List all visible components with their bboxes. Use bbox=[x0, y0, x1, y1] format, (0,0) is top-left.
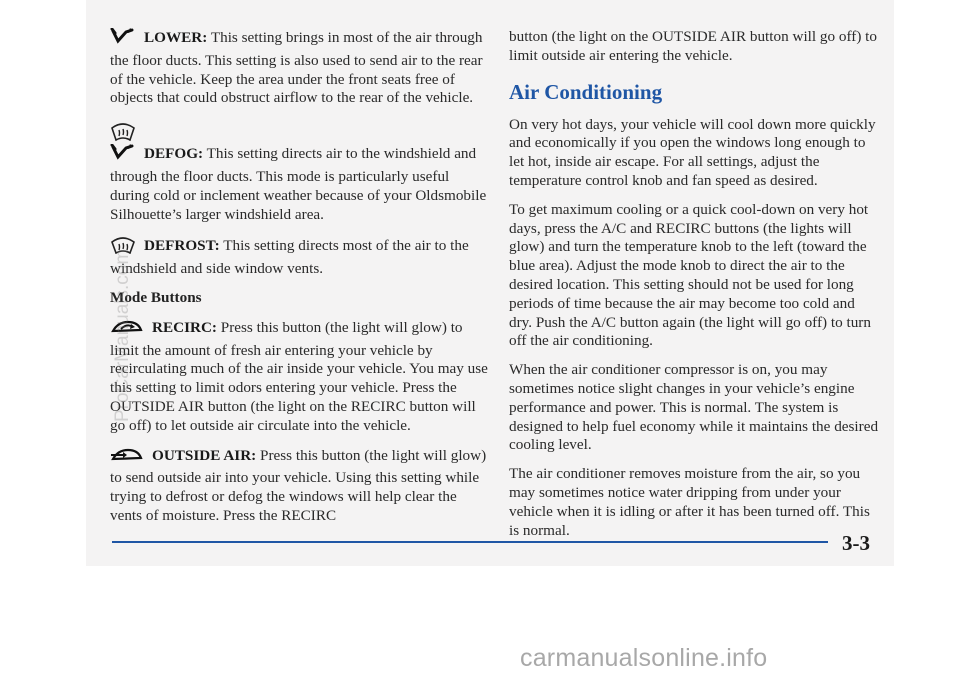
ac-paragraph-3: When the air conditioner compressor is on, you may sometimes notice slight changes in your vehicle’s engine performance and power. This is normal. The system is designed to help fuel economy while it maintains the desired cooling level. bbox=[509, 361, 879, 454]
lower-term: LOWER: bbox=[144, 29, 208, 46]
page-number: 3-3 bbox=[842, 531, 870, 555]
defog-text: This setting directs air to the windshield and through the floor ducts. This mode is particularly useful during cold or inclement weather because of your Oldsmobile Silhouette’s larger windshield area. bbox=[110, 145, 487, 223]
recirc-text: Press this button (the light will glow) to limit the amount of fresh air entering your vehicle by recirculating much of the air inside your vehicle. You may use this setting to limit odors entering your vehicle. Press the OUTSIDE AIR button (the light on the RECIRC button will go off) to let outside air circulate into the vehicle. bbox=[110, 318, 488, 434]
right-column bbox=[509, 28, 879, 550]
outside-air-term: OUTSIDE AIR: bbox=[152, 446, 257, 464]
outside-air-text: Press this button (the light will glow) to send outside air into your vehicle. Using this setting while trying to defrost or defog the windows will help clear the vents of moisture. Press the RECIRC bbox=[110, 446, 487, 524]
recirc-paragraph bbox=[110, 318, 490, 436]
recirc-term: RECIRC: bbox=[152, 318, 217, 336]
floor-vent-icon bbox=[110, 28, 136, 52]
lower-text: This setting brings in most of the air through the floor ducts. This setting is also used to send air to the rear of the vehicle. Keep the area under the front seats free of objects that could obstruct airflow to the rear of the vehicle. bbox=[110, 29, 483, 107]
floor-vent-icon bbox=[110, 144, 136, 168]
outside-air-paragraph bbox=[110, 446, 490, 526]
left-column bbox=[110, 28, 490, 536]
air-conditioning-heading: Air Conditioning bbox=[509, 79, 663, 104]
side-watermark: ProCarManuals.com bbox=[112, 248, 133, 422]
continuation-paragraph: button (the light on the OUTSIDE AIR button will go off) to limit outside air entering the vehicle. bbox=[509, 28, 877, 64]
bottom-watermark: carmanualsonline.info bbox=[520, 644, 768, 672]
footer-rule bbox=[112, 541, 828, 543]
defog-term: DEFOG: bbox=[144, 145, 204, 163]
lower-paragraph bbox=[110, 28, 490, 108]
defrost-term: DEFROST: bbox=[144, 237, 220, 255]
defrost-text: This setting directs most of the air to the windshield and side window vents. bbox=[110, 237, 469, 278]
mode-buttons-heading: Mode Buttons bbox=[110, 288, 202, 306]
ac-paragraph-2: To get maximum cooling or a quick cool-down on very hot days, press the A/C and RECIRC buttons (the lights will glow) and turn the temperature knob to the left (toward the blue area). Adjust the mode knob to direct the air to the desired location. This setting should not be used for long periods of time because the air may become too cold and dry. Push the A/C button again (the light will go off) to turn off the air conditioning. bbox=[509, 200, 871, 350]
ac-paragraph-4: The air conditioner removes moisture from the air, so you may sometimes notice water dripping from under your vehicle when it is idling or after it has been turned off. This is normal. bbox=[509, 465, 870, 539]
ac-paragraph-1: On very hot days, your vehicle will cool down more quickly and economically if you open the windows long enough to let hot, inside air escape. For all settings, adjust the temperature control knob and fan speed as desired. bbox=[509, 115, 876, 189]
outside-air-icon bbox=[110, 446, 144, 470]
defog-paragraph bbox=[110, 118, 490, 224]
windshield-icon bbox=[110, 118, 490, 144]
defrost-paragraph bbox=[110, 234, 490, 279]
